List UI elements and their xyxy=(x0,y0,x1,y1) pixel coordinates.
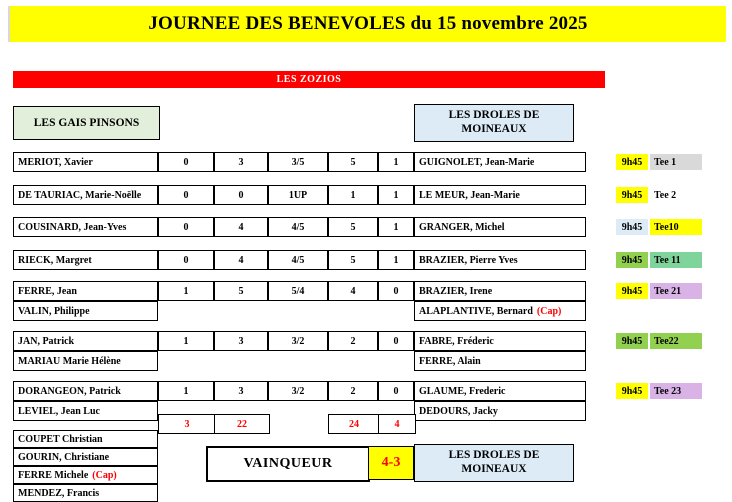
match-player-right: BRAZIER, Pierre Yves xyxy=(414,250,586,270)
match-hour: 9h45 xyxy=(616,154,648,170)
match-score-cell: 4/5 xyxy=(268,217,328,237)
total-cell: 4 xyxy=(378,414,416,434)
match-score-cell: 3 xyxy=(214,381,268,401)
total-cell: 22 xyxy=(214,414,270,434)
match-score-cell: 5 xyxy=(328,250,378,270)
team-right-label: LES DROLES DE MOINEAUX xyxy=(448,109,540,135)
match-hour: 9h45 xyxy=(616,283,648,299)
match-partner-right-name: ALAPLANTIVE, Bernard xyxy=(419,305,533,317)
page-title-bar xyxy=(8,6,726,42)
match-score-cell: 3/2 xyxy=(268,331,328,351)
match-score-cell: 0 xyxy=(378,281,414,301)
match-hour: 9h45 xyxy=(616,219,648,235)
match-score-cell: 1 xyxy=(158,281,214,301)
match-score-cell: 4 xyxy=(214,217,268,237)
match-score-cell: 3 xyxy=(214,331,268,351)
match-player-left: MERIOT, Xavier xyxy=(13,152,158,172)
match-score-cell: 3/5 xyxy=(268,152,328,172)
match-score-cell: 5 xyxy=(328,217,378,237)
match-score-cell: 5 xyxy=(328,152,378,172)
match-score-cell: 3/2 xyxy=(268,381,328,401)
winner-team: LES DROLES DE MOINEAUX xyxy=(414,444,574,482)
match-score-cell: 1 xyxy=(158,381,214,401)
match-score-cell: 4/5 xyxy=(268,250,328,270)
match-player-right: GRANGER, Michel xyxy=(414,217,586,237)
team-left-header xyxy=(13,106,160,140)
match-score-cell: 0 xyxy=(158,250,214,270)
match-score-cell: 0 xyxy=(158,152,214,172)
match-player-right: BRAZIER, Irene xyxy=(414,281,586,301)
match-score-cell: 1 xyxy=(378,250,414,270)
match-partner-left: LEVIEL, Jean Luc xyxy=(13,401,158,421)
match-player-left: DORANGEON, Patrick xyxy=(13,381,158,401)
match-score-cell: 0 xyxy=(214,185,268,205)
match-score-cell: 0 xyxy=(378,331,414,351)
winner-label: VAINQUEUR xyxy=(206,446,370,482)
final-score: 4-3 xyxy=(368,446,414,480)
match-score-cell: 0 xyxy=(158,185,214,205)
match-score-cell: 4 xyxy=(328,281,378,301)
match-hour: 9h45 xyxy=(616,383,648,399)
match-hour: 9h45 xyxy=(616,187,648,203)
match-player-left: RIECK, Margret xyxy=(13,250,158,270)
match-tee: Tee 21 xyxy=(650,283,702,299)
match-tee: Tee 11 xyxy=(650,252,702,268)
match-partner-right xyxy=(414,301,586,321)
match-tee: Tee 2 xyxy=(650,187,702,203)
match-partner-left: MARIAU Marie Hélène xyxy=(13,351,158,371)
match-player-right: GUIGNOLET, Jean-Marie xyxy=(414,152,586,172)
match-score-cell: 2 xyxy=(328,381,378,401)
list-item: GOURIN, Christiane xyxy=(13,448,158,466)
match-partner-right: DEDOURS, Jacky xyxy=(414,401,586,421)
match-player-right: GLAUME, Frederic xyxy=(414,381,586,401)
team-left-label: LES GAIS PINSONS xyxy=(33,117,140,129)
page-title: JOURNEE DES BENEVOLES du 15 novembre 2025 xyxy=(148,13,588,34)
match-hour: 9h45 xyxy=(616,333,648,349)
total-cell: 24 xyxy=(328,414,380,434)
match-tee: Tee 1 xyxy=(650,154,702,170)
match-player-right: FABRE, Fréderic xyxy=(414,331,586,351)
match-score-cell: 4 xyxy=(214,250,268,270)
captain-tag: (Cap) xyxy=(536,305,562,317)
match-player-left: FERRE, Jean xyxy=(13,281,158,301)
match-hour: 9h45 xyxy=(616,252,648,268)
match-score-cell: 1 xyxy=(158,331,214,351)
match-player-right: LE MEUR, Jean-Marie xyxy=(414,185,586,205)
match-tee: Tee 23 xyxy=(650,383,702,399)
captain-tag: (Cap) xyxy=(92,469,117,481)
match-tee: Tee22 xyxy=(650,333,702,349)
list-item xyxy=(13,466,158,484)
match-score-cell: 1 xyxy=(378,152,414,172)
match-score-cell: 0 xyxy=(378,381,414,401)
match-score-cell: 1UP xyxy=(268,185,328,205)
match-tee: Tee10 xyxy=(650,219,702,235)
match-score-cell: 1 xyxy=(378,217,414,237)
match-player-left: DE TAURIAC, Marie-Noëlle xyxy=(13,185,158,205)
section-banner-label: LES ZOZIOS xyxy=(276,74,342,85)
total-cell: 3 xyxy=(158,414,216,434)
section-banner xyxy=(13,71,605,88)
match-score-cell: 1 xyxy=(328,185,378,205)
match-score-cell: 5/4 xyxy=(268,281,328,301)
match-score-cell: 2 xyxy=(328,331,378,351)
match-score-cell: 3 xyxy=(214,152,268,172)
match-score-cell: 1 xyxy=(378,185,414,205)
match-partner-right: FERRE, Alain xyxy=(414,351,586,371)
match-player-left: COUSINARD, Jean-Yves xyxy=(13,217,158,237)
match-player-left: JAN, Patrick xyxy=(13,331,158,351)
match-partner-left: VALIN, Philippe xyxy=(13,301,158,321)
team-right-header xyxy=(414,104,574,142)
list-item-label: FERRE Michele xyxy=(18,469,89,481)
list-item: MENDEZ, Francis xyxy=(13,484,158,502)
list-item: COUPET Christian xyxy=(13,430,158,448)
match-score-cell: 5 xyxy=(214,281,268,301)
match-score-cell: 0 xyxy=(158,217,214,237)
